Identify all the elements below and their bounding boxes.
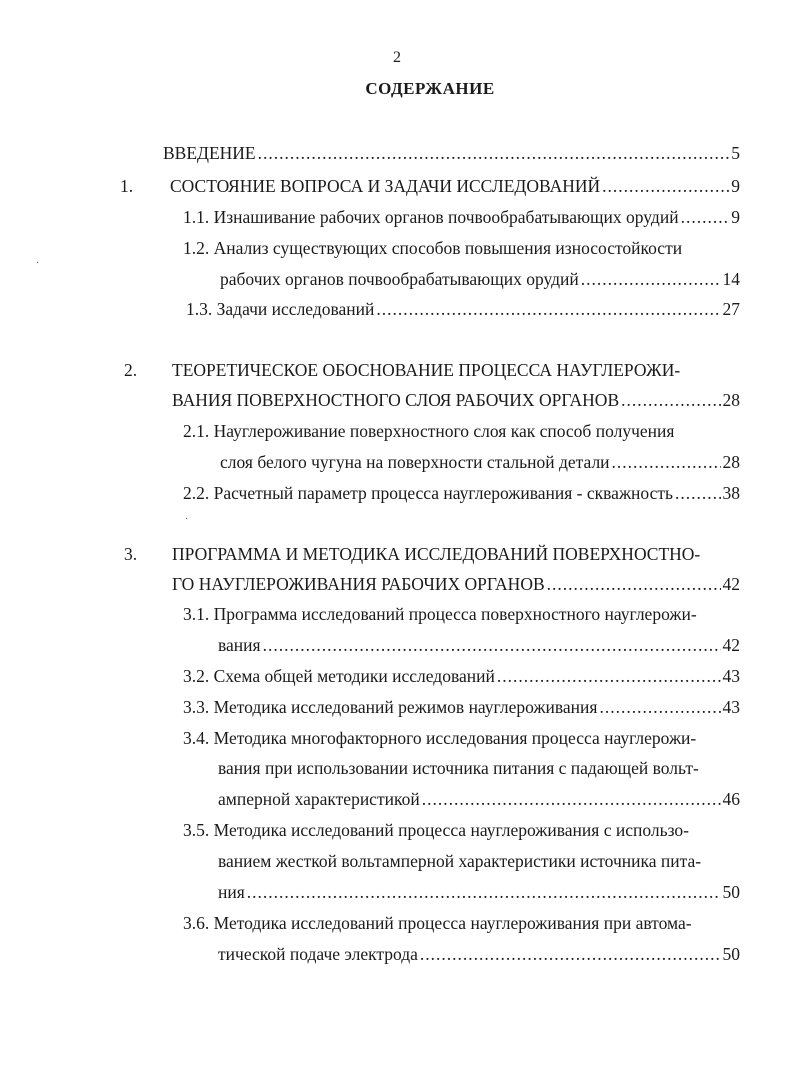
- toc-page-number: 43: [722, 666, 740, 686]
- toc-section-3-4-cont[interactable]: вания при использовании источника питания с падающей вольт-: [218, 758, 699, 778]
- toc-section-3-5-cont[interactable]: ванием жесткой вольтамперной характеристики источника пита-: [218, 851, 702, 871]
- dot-leader: [581, 269, 721, 289]
- toc-page-number: 5: [731, 143, 740, 163]
- dot-leader: [612, 452, 721, 472]
- toc-section-2-1-cont[interactable]: [220, 452, 740, 472]
- toc-section-2-2[interactable]: [183, 483, 740, 503]
- page-number: 2: [393, 49, 401, 66]
- dot-leader: [602, 176, 729, 196]
- toc-page-number: 28: [722, 452, 740, 472]
- toc-section-1-1[interactable]: [183, 207, 740, 227]
- toc-page-number: 9: [731, 207, 740, 227]
- toc-page-number: 42: [722, 635, 740, 655]
- toc-section-3-4[interactable]: 3.4. Методика многофакторного исследования процесса науглерожи-: [183, 728, 697, 748]
- dot-leader: [376, 299, 720, 319]
- dot-leader: [247, 882, 721, 902]
- chapter-number: 1.: [120, 176, 134, 196]
- toc-page-number: 50: [722, 882, 740, 902]
- chapter-title: ГО НАУГЛЕРОЖИВАНИЯ РАБОЧИХ ОРГАНОВ: [172, 574, 545, 594]
- dot-leader: [547, 574, 721, 594]
- dot-leader: [258, 143, 730, 163]
- dot-leader: [675, 483, 721, 503]
- toc-section-2-1[interactable]: 2.1. Науглероживание поверхностного слоя как способ получения: [183, 421, 675, 441]
- dot-leader: [422, 789, 721, 809]
- dot-leader: [497, 666, 721, 686]
- section-title: 1.1. Изнашивание рабочих органов почвообрабатывающих орудий: [183, 207, 679, 227]
- section-title: рабочих органов почвообрабатывающих орудий: [220, 269, 579, 289]
- section-title: ния: [218, 882, 245, 902]
- section-title: вания: [218, 635, 261, 655]
- toc-section-1-3[interactable]: [186, 299, 740, 319]
- section-title: 2.2. Расчетный параметр процесса науглероживания - скважность: [183, 483, 673, 503]
- scan-speck: ·: [185, 514, 189, 525]
- toc-section-1-2-cont[interactable]: [220, 269, 740, 289]
- chapter-title: ВАНИЯ ПОВЕРХНОСТНОГО СЛОЯ РАБОЧИХ ОРГАНОВ: [172, 390, 620, 410]
- toc-page-number: 42: [722, 574, 740, 594]
- page-title: СОДЕРЖАНИЕ: [365, 79, 495, 98]
- toc-section-3-1-cont[interactable]: [218, 635, 740, 655]
- chapter-number: 2.: [124, 360, 138, 380]
- toc-chapter-2[interactable]: ТЕОРЕТИЧЕСКОЕ ОБОСНОВАНИЕ ПРОЦЕССА НАУГЛЕРОЖИ-: [172, 360, 681, 380]
- dot-leader: [599, 697, 720, 717]
- toc-entry-label: ВВЕДЕНИЕ: [163, 143, 256, 163]
- toc-section-3-2[interactable]: [183, 666, 740, 686]
- section-title: амперной характеристикой: [218, 789, 420, 809]
- toc-page-number: 27: [722, 299, 740, 319]
- toc-page-number: 38: [722, 483, 740, 503]
- toc-page-number: 43: [722, 697, 740, 717]
- section-title: слоя белого чугуна на поверхности стальной детали: [220, 452, 610, 472]
- toc-chapter-3[interactable]: ПРОГРАММА И МЕТОДИКА ИССЛЕДОВАНИЙ ПОВЕРХНОСТНО-: [172, 544, 701, 564]
- toc-page-number: 46: [722, 789, 740, 809]
- toc-chapter-3-cont[interactable]: [172, 574, 740, 594]
- toc-chapter-2-cont[interactable]: [172, 390, 740, 410]
- dot-leader: [621, 390, 720, 410]
- toc-section-3-6-cont[interactable]: [218, 944, 740, 964]
- toc-entry-introduction[interactable]: [163, 143, 740, 163]
- dot-leader: [681, 207, 730, 227]
- toc-page-number: 14: [722, 269, 740, 289]
- scan-speck: ·: [36, 258, 40, 269]
- section-title: 3.2. Схема общей методики исследований: [183, 666, 495, 686]
- toc-section-1-2[interactable]: 1.2. Анализ существующих способов повышения износостойкости: [183, 238, 683, 258]
- chapter-number: 3.: [124, 544, 138, 564]
- dot-leader: [263, 635, 721, 655]
- toc-page-number: 9: [731, 176, 740, 196]
- section-title: 1.3. Задачи исследований: [186, 299, 375, 319]
- toc-section-3-3[interactable]: [183, 697, 740, 717]
- chapter-title: СОСТОЯНИЕ ВОПРОСА И ЗАДАЧИ ИССЛЕДОВАНИЙ: [170, 176, 601, 196]
- section-title: тической подаче электрода: [218, 944, 418, 964]
- toc-section-3-5[interactable]: 3.5. Методика исследований процесса науглероживания с использо-: [183, 820, 689, 840]
- dot-leader: [420, 944, 721, 964]
- toc-section-3-1[interactable]: 3.1. Программа исследований процесса поверхностного науглерожи-: [183, 604, 697, 624]
- section-title: 3.3. Методика исследований режимов науглероживания: [183, 697, 598, 717]
- toc-page-number: 28: [722, 390, 740, 410]
- toc-page-number: 50: [722, 944, 740, 964]
- toc-chapter-1[interactable]: [170, 176, 740, 196]
- toc-section-3-4-cont2[interactable]: [218, 789, 740, 809]
- toc-section-3-5-cont2[interactable]: [218, 882, 740, 902]
- toc-section-3-6[interactable]: 3.6. Методика исследований процесса науглероживания при автома-: [183, 913, 692, 933]
